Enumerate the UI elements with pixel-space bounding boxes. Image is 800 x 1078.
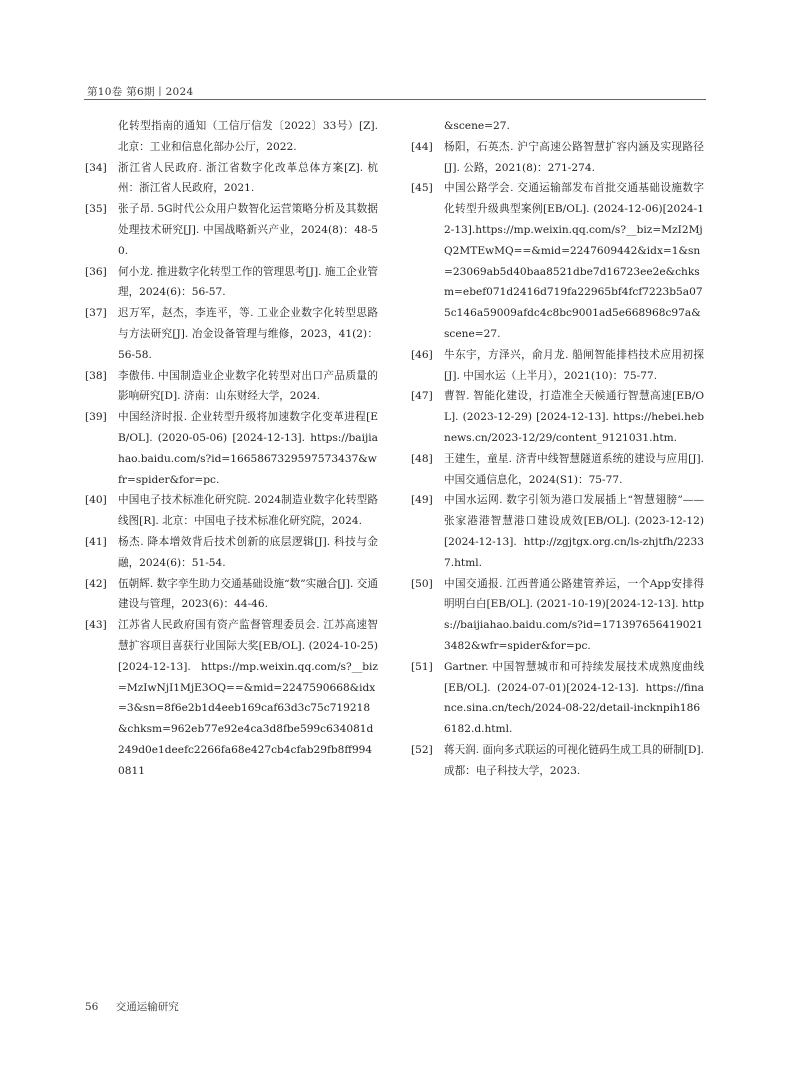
- reference-number: [38]: [85, 369, 107, 382]
- reference-item: [411, 137, 704, 179]
- reference-number: [51]: [411, 660, 433, 673]
- reference-item: [411, 178, 704, 344]
- reference-text: 中国交通报. 江西普通公路建管养运，一个App安排得明明白白[EB/OL]. (2021-10-19)[2024-12-13]. https://baijiahao.baidu.com/s?id=1713976564190213482&wfr=spider&for=pc.: [444, 577, 704, 652]
- reference-item: [85, 615, 378, 781]
- reference-text: Gartner. 中国智慧城市和可持续发展技术成熟度曲线[EB/OL]. (2024-07-01)[2024-12-13]. https://finance.sina.cn/tech/2024-08-22/detail-incknpih1866182.d.html.: [444, 660, 704, 736]
- reference-text: 何小龙. 推进数字化转型工作的管理思考[J]. 施工企业管理，2024(6)：56-57.: [118, 265, 378, 299]
- reference-item: [85, 532, 378, 574]
- reference-item: [411, 386, 704, 448]
- reference-text: 伍朝辉. 数字孪生助力交通基础设施“数”实融合[J]. 交通建设与管理，2023(6)：44-46.: [118, 577, 378, 611]
- reference-text: 中国电子技术标准化研究院. 2024制造业数字化转型路线图[R]. 北京：中国电子技术标准化研究院，2024.: [118, 494, 378, 528]
- reference-number: [42]: [85, 577, 107, 590]
- reference-number: [37]: [85, 307, 107, 320]
- reference-text: 杨杰. 降本增效背后技术创新的底层逻辑[J]. 科技与金融，2024(6)：51-54.: [118, 535, 378, 569]
- reference-number: [40]: [85, 494, 107, 507]
- reference-number: [39]: [85, 411, 107, 424]
- reference-item: [411, 449, 704, 491]
- reference-item: [411, 490, 704, 573]
- reference-item: [411, 657, 704, 740]
- reference-text: 曹智. 智能化建设，打造准全天候通行智慧高速[EB/OL]. (2023-12-29) [2024-12-13]. https://hebei.hebnews.cn/2023-12/29/content_9121031.htm.: [444, 390, 704, 444]
- reference-item: [85, 158, 378, 200]
- reference-text: 浙江省人民政府. 浙江省数字化改革总体方案[Z]. 杭州：浙江省人民政府，2021.: [118, 161, 378, 195]
- references-right-column: [411, 116, 704, 782]
- reference-number: [41]: [85, 535, 107, 548]
- reference-number: [34]: [85, 161, 107, 174]
- reference-text: 迟万军，赵杰，李连平，等. 工业企业数字化转型思路与方法研究[J]. 冶金设备管理与维修，2023，41(2)：56-58.: [118, 307, 378, 361]
- reference-item: [411, 740, 704, 782]
- page-number: 56: [85, 1001, 99, 1013]
- reference-text: 蒋天润. 面向多式联运的可视化链码生成工具的研制[D]. 成都：电子科技大学，2023.: [444, 743, 704, 777]
- reference-item: [85, 199, 378, 261]
- reference-text: 江苏省人民政府国有资产监督管理委员会. 江苏高速智慧扩容项目喜获行业国际大奖[EB/OL]. (2024-10-25) [2024-12-13]. https://mp.weixin.qq.com/s?__biz=MzIwNjI1MjE3OQ==&mid=2247590668&idx=3&sn=8f6e2b1d4eeb169caf63d3c75c719218&chksm=962eb77e92e4ca3d8fbe599c634081d249d0e1deefc2266fa68e427cb4cfab29fb8ff9940811: [118, 619, 378, 777]
- reference-continuation: 化转型指南的通知（工信厅信发〔2022〕33号）[Z]. 北京：工业和信息化部办公厅，2022.: [118, 120, 378, 153]
- running-header: 第10卷 第6期丨2024: [87, 86, 194, 98]
- reference-text: 杨阳，石英杰. 沪宁高速公路智慧扩容内涵及实现路径[J]. 公路，2021(8)：271-274.: [444, 140, 704, 174]
- reference-number: [36]: [85, 265, 107, 278]
- reference-text: 王建生，童星. 济青中线智慧隧道系统的建设与应用[J]. 中国交通信息化，2024(S1)：75-77.: [444, 452, 704, 486]
- reference-item: [411, 574, 704, 657]
- references-left-column: [85, 116, 378, 782]
- reference-number: [45]: [411, 182, 433, 195]
- reference-text: 张子昂. 5G时代公众用户数智化运营策略分析及其数据处理技术研究[J]. 中国战略新兴产业，2024(8)：48-50.: [118, 203, 378, 257]
- reference-number: [35]: [85, 203, 107, 216]
- reference-item: [85, 303, 378, 365]
- reference-item: [411, 345, 704, 387]
- reference-number: [47]: [411, 390, 433, 403]
- reference-number: [52]: [411, 743, 433, 756]
- reference-item: [85, 262, 378, 304]
- reference-item: [85, 574, 378, 616]
- reference-number: [49]: [411, 494, 433, 507]
- reference-item: [85, 366, 378, 408]
- reference-text: 中国经济时报. 企业转型升级将加速数字化变革进程[EB/OL]. (2020-05-06) [2024-12-13]. https://baijiahao.baidu.com/s?id=1665867329597573437&wfr=spider&for=pc.: [118, 411, 378, 486]
- header-divider: [84, 99, 706, 100]
- journal-name: 交通运输研究: [115, 1001, 179, 1013]
- reference-text: 李傲伟. 中国制造业企业数字化转型对出口产品质量的影响研究[D]. 济南：山东财经大学，2024.: [118, 369, 378, 403]
- reference-text: 牛东宇，方泽兴，俞月龙. 船闸智能排档技术应用初探[J]. 中国水运（上半月），2021(10)：75-77.: [444, 348, 704, 382]
- reference-number: [44]: [411, 140, 433, 153]
- reference-number: [50]: [411, 577, 433, 590]
- reference-continuation: &scene=27.: [444, 120, 510, 132]
- reference-text: 中国公路学会. 交通运输部发布首批交通基础设施数字化转型升级典型案例[EB/OL]. (2024-12-06)[2024-12-13].https://mp.weixin.qq.com/s?__biz=MzI2MjQ2MTEwMQ==&mid=2247609442&idx=1&sn=23069ab5d40baa8521dbe7d16723ee2e&chksm=ebef071d2416d719fa22965bf4fcf7223b5a075c146a59009afdc4c8bc9001ad5e668968c97a&scene=27.: [444, 182, 704, 340]
- reference-number: [48]: [411, 452, 433, 465]
- page-footer: [85, 999, 179, 1014]
- reference-item: [85, 407, 378, 490]
- reference-text: 中国水运网. 数字引领为港口发展插上“智慧翅膀”——张家港港智慧港口建设成效[EB/OL]. (2023-12-12) [2024-12-13]. http://zgjtgx.org.cn/ls-zhjtfh/22337.html.: [444, 494, 704, 569]
- reference-number: [43]: [85, 619, 107, 632]
- reference-number: [46]: [411, 348, 433, 361]
- reference-item: [85, 490, 378, 532]
